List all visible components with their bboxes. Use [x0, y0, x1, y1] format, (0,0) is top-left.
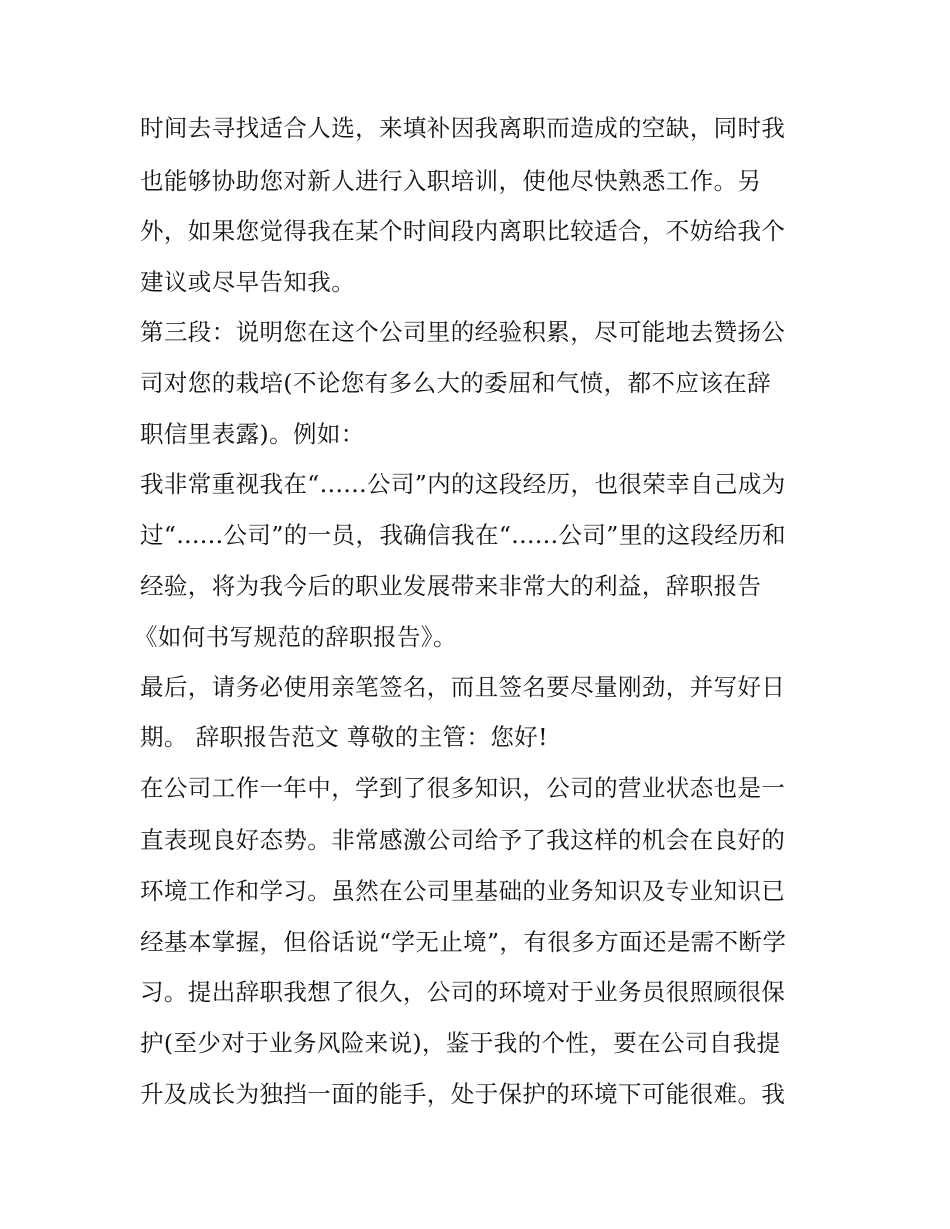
text-line: 《如何书写规范的辞职报告》。 [134, 623, 457, 651]
text-line: 建议或尽早告知我。 [140, 268, 356, 296]
text-line: 第三段：说明您在这个公司里的经验积累，尽可能地去赞扬公 [140, 318, 786, 346]
text-line: 也能够协助您对新人进行入职培训，使他尽快熟悉工作。另 [140, 167, 762, 195]
text-line: 护(至少对于业务风险来说)，鉴于我的个性，要在公司自我提 [140, 1029, 781, 1057]
text-line: 过“......公司”的一员，我确信我在“......公司”里的这段经历和 [140, 521, 786, 549]
text-line: 期。 辞职报告范文 尊敬的主管：您好! [140, 723, 548, 751]
text-line: 外，如果您觉得我在某个时间段内离职比较适合，不妨给我个 [140, 217, 786, 245]
text-line: 职信里表露)。例如： [140, 420, 365, 448]
text-line: 习。提出辞职我想了很久，公司的环境对于业务员很照顾很保 [140, 978, 786, 1006]
text-line: 环境工作和学习。虽然在公司里基础的业务知识及专业知识已 [140, 877, 786, 905]
text-line: 直表现良好态势。非常感激公司给予了我这样的机会在良好的 [140, 826, 786, 854]
text-line: 司对您的栽培(不论您有多么大的委屈和气愤，都不应该在辞 [140, 369, 771, 397]
text-line: 我非常重视我在“......公司”内的这段经历，也很荣幸自己成为 [140, 470, 786, 498]
text-line: 时间去寻找适合人选，来填补因我离职而造成的空缺，同时我 [140, 114, 786, 142]
text-line: 经基本掌握，但俗话说“学无止境”，有很多方面还是需不断学 [140, 928, 787, 956]
text-line: 最后，请务必使用亲笔签名，而且签名要尽量刚劲，并写好日 [140, 673, 786, 701]
text-line: 在公司工作一年中，学到了很多知识，公司的营业状态也是一 [140, 774, 786, 802]
text-line: 经验，将为我今后的职业发展带来非常大的利益，辞职报告 [140, 572, 762, 600]
text-line: 升及成长为独挡一面的能手，处于保护的环境下可能很难。我 [140, 1080, 786, 1108]
